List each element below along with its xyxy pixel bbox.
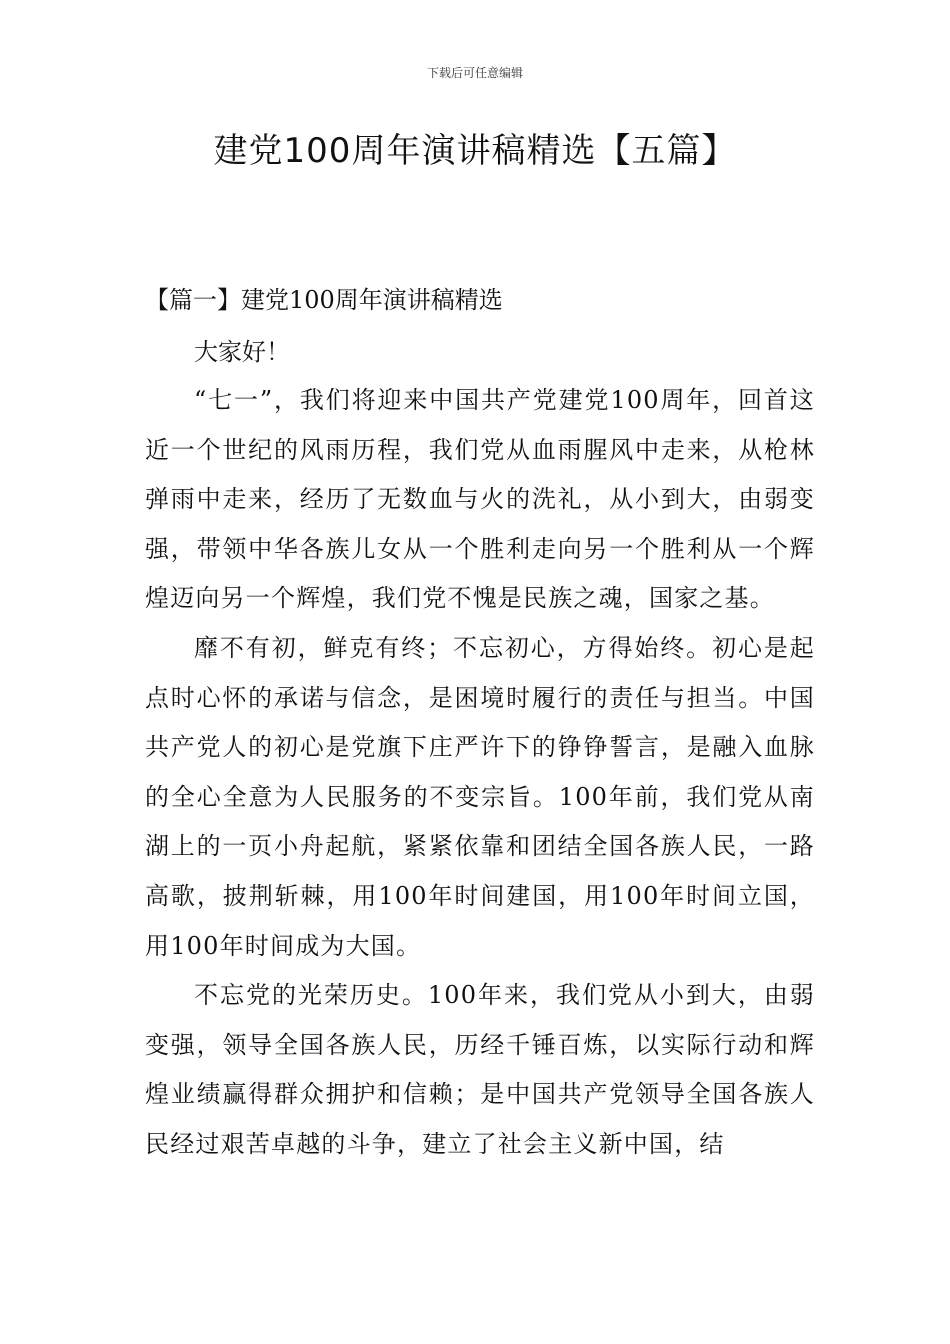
page-header-note: 下载后可任意编辑 — [426, 66, 523, 80]
document-body — [145, 376, 815, 1170]
greeting: 大家好！ — [194, 338, 290, 366]
document-title: 建党100周年演讲稿精选【五篇】 — [213, 131, 737, 171]
section-heading: 【篇一】建党100周年演讲稿精选 — [145, 286, 503, 314]
body-paragraph: 靡不有初，鲜克有终；不忘初心，方得始终。初心是起点时心怀的承诺与信念，是困境时履行的责任与担当。中国共产党人的初心是党旗下庄严许下的铮铮誓言，是融入血脉的全心全意为人民服务的不变宗旨。100年前，我们党从南湖上的一页小舟起航，紧紧依靠和团结全国各族人民，一路高歌，披荆斩棘，用100年时间建国，用100年时间立国，用100年时间成为大国。 — [145, 633, 815, 960]
body-paragraph: “七一”，我们将迎来中国共产党建党100周年，回首这近一个世纪的风雨历程，我们党从血雨腥风中走来，从枪林弹雨中走来，经历了无数血与火的洗礼，从小到大，由弱变强，带领中华各族儿女从一个胜利走向另一个胜利从一个辉煌迈向另一个辉煌，我们党不愧是民族之魂，国家之基。 — [145, 386, 815, 613]
body-paragraph: 不忘党的光荣历史。100年来，我们党从小到大，由弱变强，领导全国各族人民，历经千锤百炼，以实际行动和辉煌业绩赢得群众拥护和信赖；是中国共产党领导全国各族人民经过艰苦卓越的斗争，建立了社会主义新中国，结 — [145, 981, 815, 1158]
